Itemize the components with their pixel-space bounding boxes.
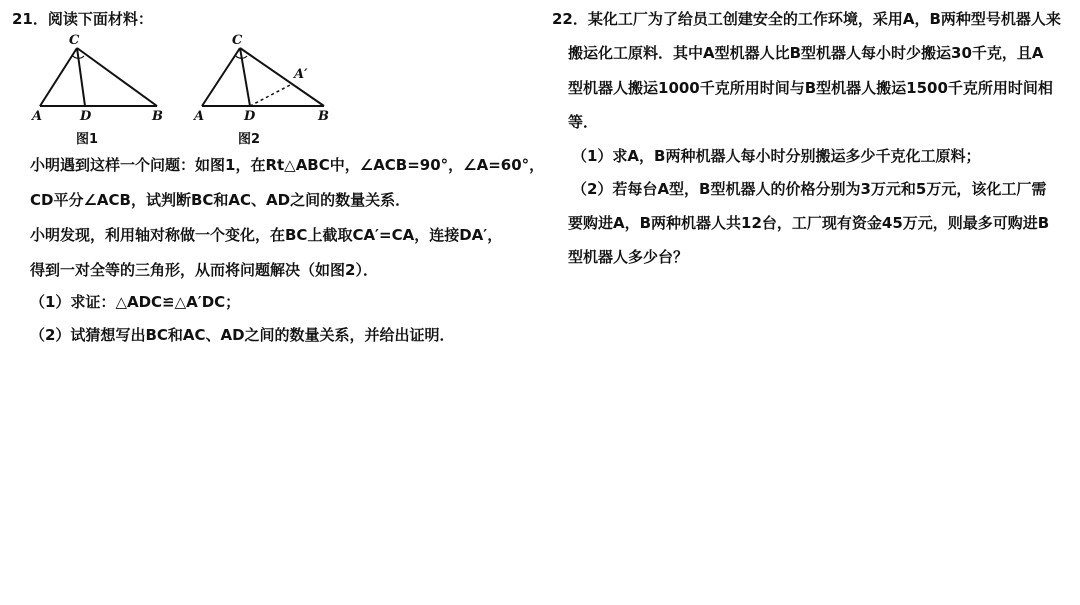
q22-part-2-a: （2）若每台A型，B型机器人的价格分别为3万元和5万元，该化工厂需 [572,180,1047,198]
fig1-label-c: C [69,33,80,48]
fig2-label-c: C [232,33,243,48]
q21-line-4: 得到一对全等的三角形，从而将问题解决（如图2）． [30,261,378,279]
fig2-side-ac [202,48,240,106]
fig1-caption: 图1 [76,132,99,147]
q22-line-2: 搬运化工原料．其中A型机器人比B型机器人每小时少搬运30千克，且A [568,44,1044,62]
fig2-segment-da-prime [250,84,292,106]
fig1-label-a: A [32,109,43,124]
q22-line-1: 22．某化工厂为了给员工创建安全的工作环境，采用A，B两种型号机器人来 [552,10,1061,28]
fig2-label-b: B [318,109,329,124]
q22-part-2-c: 型机器人多少台？ [568,248,689,266]
q22-line-4: 等． [568,113,599,131]
q21-header: 21．阅读下面材料： [12,10,153,28]
fig2-label-d: D [244,109,256,124]
fig1-label-d: D [80,109,92,124]
q21-part-1: （1）求证：△ADC≌△A′DC； [30,293,241,311]
q22-line-3: 型机器人搬运1000千克所用时间与B型机器人搬运1500千克所用时间相 [568,79,1053,97]
q21-line-2: CD平分∠ACB，试判断BC和AC、AD之间的数量关系． [30,191,411,209]
fig2-caption: 图2 [238,132,261,147]
fig1-side-cb [77,48,157,106]
figure-1 [30,33,163,147]
q21-figures [12,26,342,156]
fig2-side-cb [240,48,324,106]
q21-line-1: 小明遇到这样一个问题：如图1，在Rt△ABC中，∠ACB=90°，∠A=60°， [30,156,545,174]
fig2-label-a: A [194,109,205,124]
fig1-label-b: B [152,109,163,124]
q22-part-1: （1）求A，B两种机器人每小时分别搬运多少千克化工原料； [572,147,981,165]
q21-part-2: （2）试猜想写出BC和AC、AD之间的数量关系，并给出证明． [30,326,455,344]
q22-part-2-b: 要购进A，B两种机器人共12台，工厂现有资金45万元，则最多可购进B [568,214,1050,232]
q21-figures-svg [12,26,342,156]
q21-line-3: 小明发现，利用轴对称做一个变化，在BC上截取CA′=CA，连接DA′， [30,226,503,244]
figure-2 [192,33,329,147]
fig2-label-a-prime: A′ [294,67,308,82]
fig1-side-ac [40,48,77,106]
